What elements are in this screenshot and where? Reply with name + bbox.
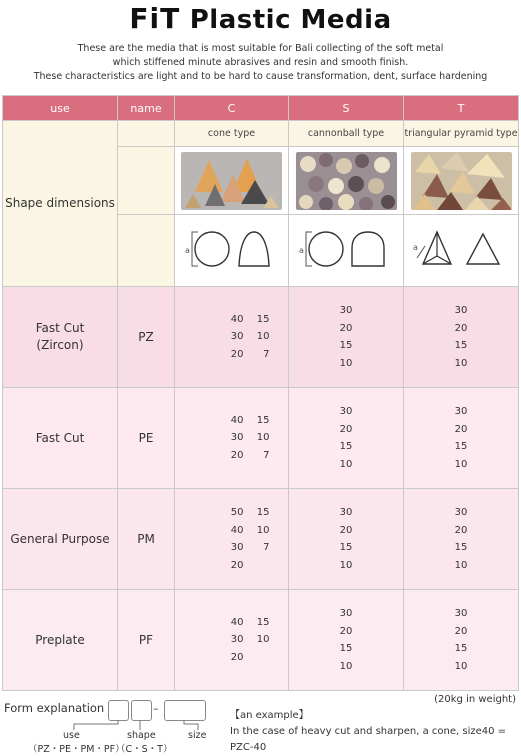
name-cell: PF bbox=[118, 590, 175, 691]
diagram-cell-t bbox=[404, 215, 519, 287]
c-values: 40 15 30 10 20 bbox=[175, 590, 289, 691]
dim-label: a bbox=[413, 242, 418, 252]
intro-line: These characteristics are light and to be hard to cause transformation, dent, surface hardening bbox=[33, 71, 488, 82]
table-row bbox=[3, 388, 519, 489]
table-row bbox=[3, 287, 519, 388]
header-t: T bbox=[404, 96, 519, 121]
size-label: size bbox=[188, 730, 207, 741]
s-values: 30 20 15 10 bbox=[289, 388, 404, 489]
use-label: use bbox=[63, 730, 80, 741]
t-values: 30 20 15 10 bbox=[404, 287, 519, 388]
header-row bbox=[3, 96, 519, 121]
intro-line: which stiffened minute abrasives and resin and smooth finish. bbox=[112, 57, 409, 68]
photo-cell-c bbox=[175, 147, 289, 215]
form-explanation-label: Form explanation bbox=[4, 701, 105, 715]
use-cell: Preplate bbox=[3, 590, 118, 691]
c-values: 40 15 30 10 20 7 bbox=[175, 287, 289, 388]
t-values: 30 20 15 10 bbox=[404, 388, 519, 489]
title-text: Plastic Media bbox=[189, 5, 392, 35]
s-values: 30 20 15 10 bbox=[289, 590, 404, 691]
example-block bbox=[230, 708, 521, 756]
weight-note: (20kg in weight) bbox=[434, 694, 516, 705]
empty-cell bbox=[118, 147, 175, 215]
cannonball-dimension-diagram bbox=[296, 224, 396, 274]
diagram-cell-c bbox=[175, 215, 289, 287]
t-values: 30 20 15 10 bbox=[404, 489, 519, 590]
use-cell: Fast Cut (Zircon) bbox=[3, 287, 118, 388]
header-use: use bbox=[3, 96, 118, 121]
header-s: S bbox=[289, 96, 404, 121]
table-row bbox=[3, 489, 519, 590]
t-values: 30 20 15 10 bbox=[404, 590, 519, 691]
table-row bbox=[3, 590, 519, 691]
dim-label: a bbox=[299, 245, 304, 255]
s-values: 30 20 15 10 bbox=[289, 489, 404, 590]
name-cell: PZ bbox=[118, 287, 175, 388]
media-table bbox=[2, 95, 519, 691]
shape-type-s: cannonball type bbox=[289, 121, 404, 147]
dash: – bbox=[153, 702, 159, 715]
s-values: 30 20 15 10 bbox=[289, 287, 404, 388]
header-name: name bbox=[118, 96, 175, 121]
empty-cell bbox=[118, 215, 175, 287]
shape-type-row bbox=[3, 121, 519, 147]
cannonball-media-photo bbox=[296, 152, 397, 210]
shape-options: （C・S・T） bbox=[116, 744, 173, 755]
intro-text bbox=[0, 42, 521, 84]
c-values: 40 15 30 10 20 7 bbox=[175, 388, 289, 489]
pyramid-media-photo bbox=[411, 152, 512, 210]
shape-label: shape bbox=[127, 730, 156, 741]
shape-dimensions-label: Shape dimensions bbox=[3, 121, 118, 287]
intro-line: These are the media that is most suitable for Bali collecting of the soft metal bbox=[77, 43, 444, 54]
page-title bbox=[0, 2, 521, 35]
cone-media-photo bbox=[181, 152, 282, 210]
name-cell: PM bbox=[118, 489, 175, 590]
use-cell: General Purpose bbox=[3, 489, 118, 590]
use-cell: Fast Cut bbox=[3, 388, 118, 489]
header-c: C bbox=[175, 96, 289, 121]
example-title: 【an example】 bbox=[230, 710, 309, 721]
dim-label: a bbox=[184, 245, 190, 255]
use-options: （PZ・PE・PM・PF） bbox=[28, 744, 125, 755]
example-text: In the case of heavy cut and sharpen, a cone, size40 = PZC-40 bbox=[230, 726, 507, 753]
name-cell: PE bbox=[118, 388, 175, 489]
cone-dimension-diagram bbox=[182, 224, 282, 274]
c-values: 50 15 40 10 30 7 20 bbox=[175, 489, 289, 590]
empty-cell bbox=[118, 121, 175, 147]
diagram-cell-s bbox=[289, 215, 404, 287]
shape-type-c: cone type bbox=[175, 121, 289, 147]
photo-cell-s bbox=[289, 147, 404, 215]
brand-logo: FiT bbox=[129, 2, 181, 35]
photo-cell-t bbox=[404, 147, 519, 215]
pyramid-dimension-diagram bbox=[411, 224, 511, 274]
shape-type-t: triangular pyramid type bbox=[404, 121, 519, 147]
